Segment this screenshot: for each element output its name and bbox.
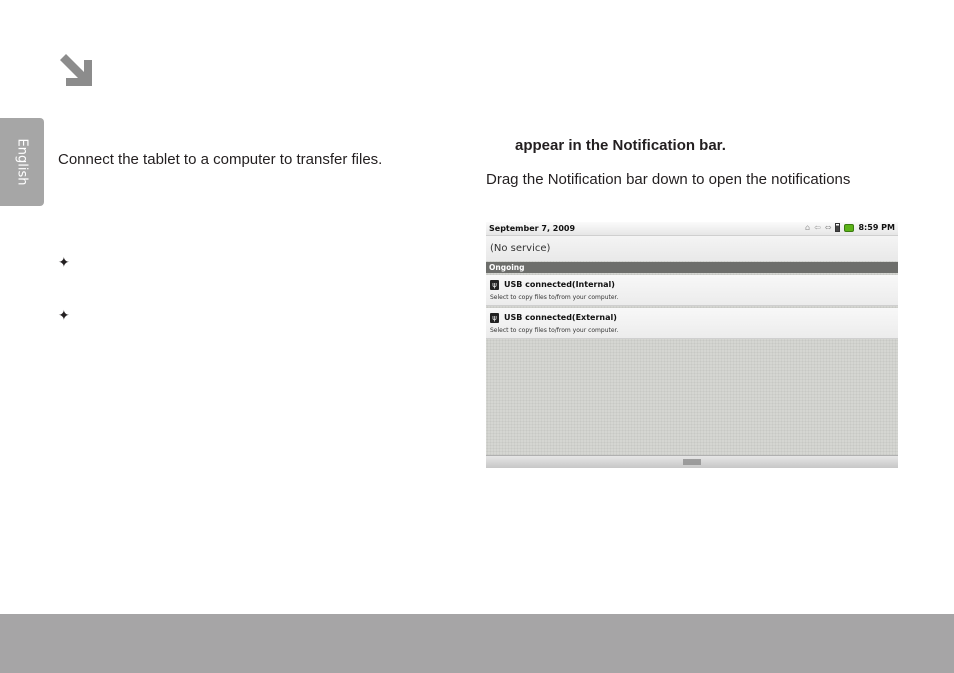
status-time: 8:59 PM (858, 223, 895, 232)
notification-heading-text: appear in the Notification bar. (515, 137, 726, 154)
menu-icon: ⇔ (824, 223, 832, 232)
drag-handle[interactable] (486, 455, 898, 468)
notification-item-usb-external[interactable] (486, 308, 898, 339)
notification-subtitle: Select to copy files to/from your computer. (490, 327, 619, 334)
home-icon: ⌂ (805, 223, 811, 232)
battery-icon (835, 223, 840, 232)
bullet-icon: ✦ (58, 307, 70, 323)
arrow-down-right-icon (58, 54, 94, 88)
notification-title: USB connected(External) (504, 313, 617, 322)
language-tab (0, 118, 44, 206)
usb-icon: ψ (490, 313, 499, 323)
wifi-icon (844, 224, 854, 232)
usb-icon: ψ (490, 280, 499, 290)
footer-band (0, 614, 954, 673)
status-date: September 7, 2009 (489, 224, 576, 233)
back-icon: ⇦ (814, 223, 821, 232)
no-service-row: (No service) (486, 236, 898, 261)
drag-instruction-text: Drag the Notification bar down to open the notifications (486, 171, 851, 188)
intro-text: Connect the tablet to a computer to transfer files. (58, 151, 383, 168)
notification-panel-screenshot (486, 222, 898, 468)
language-tab-label: English (14, 138, 30, 186)
status-icons (805, 223, 895, 232)
notification-item-usb-internal[interactable] (486, 275, 898, 306)
grip-icon (683, 459, 701, 465)
ongoing-header: Ongoing (486, 262, 898, 273)
notification-title: USB connected(Internal) (504, 280, 615, 289)
status-bar (486, 222, 898, 236)
notification-subtitle: Select to copy files to/from your computer. (490, 294, 619, 301)
bullet-icon: ✦ (58, 254, 70, 270)
